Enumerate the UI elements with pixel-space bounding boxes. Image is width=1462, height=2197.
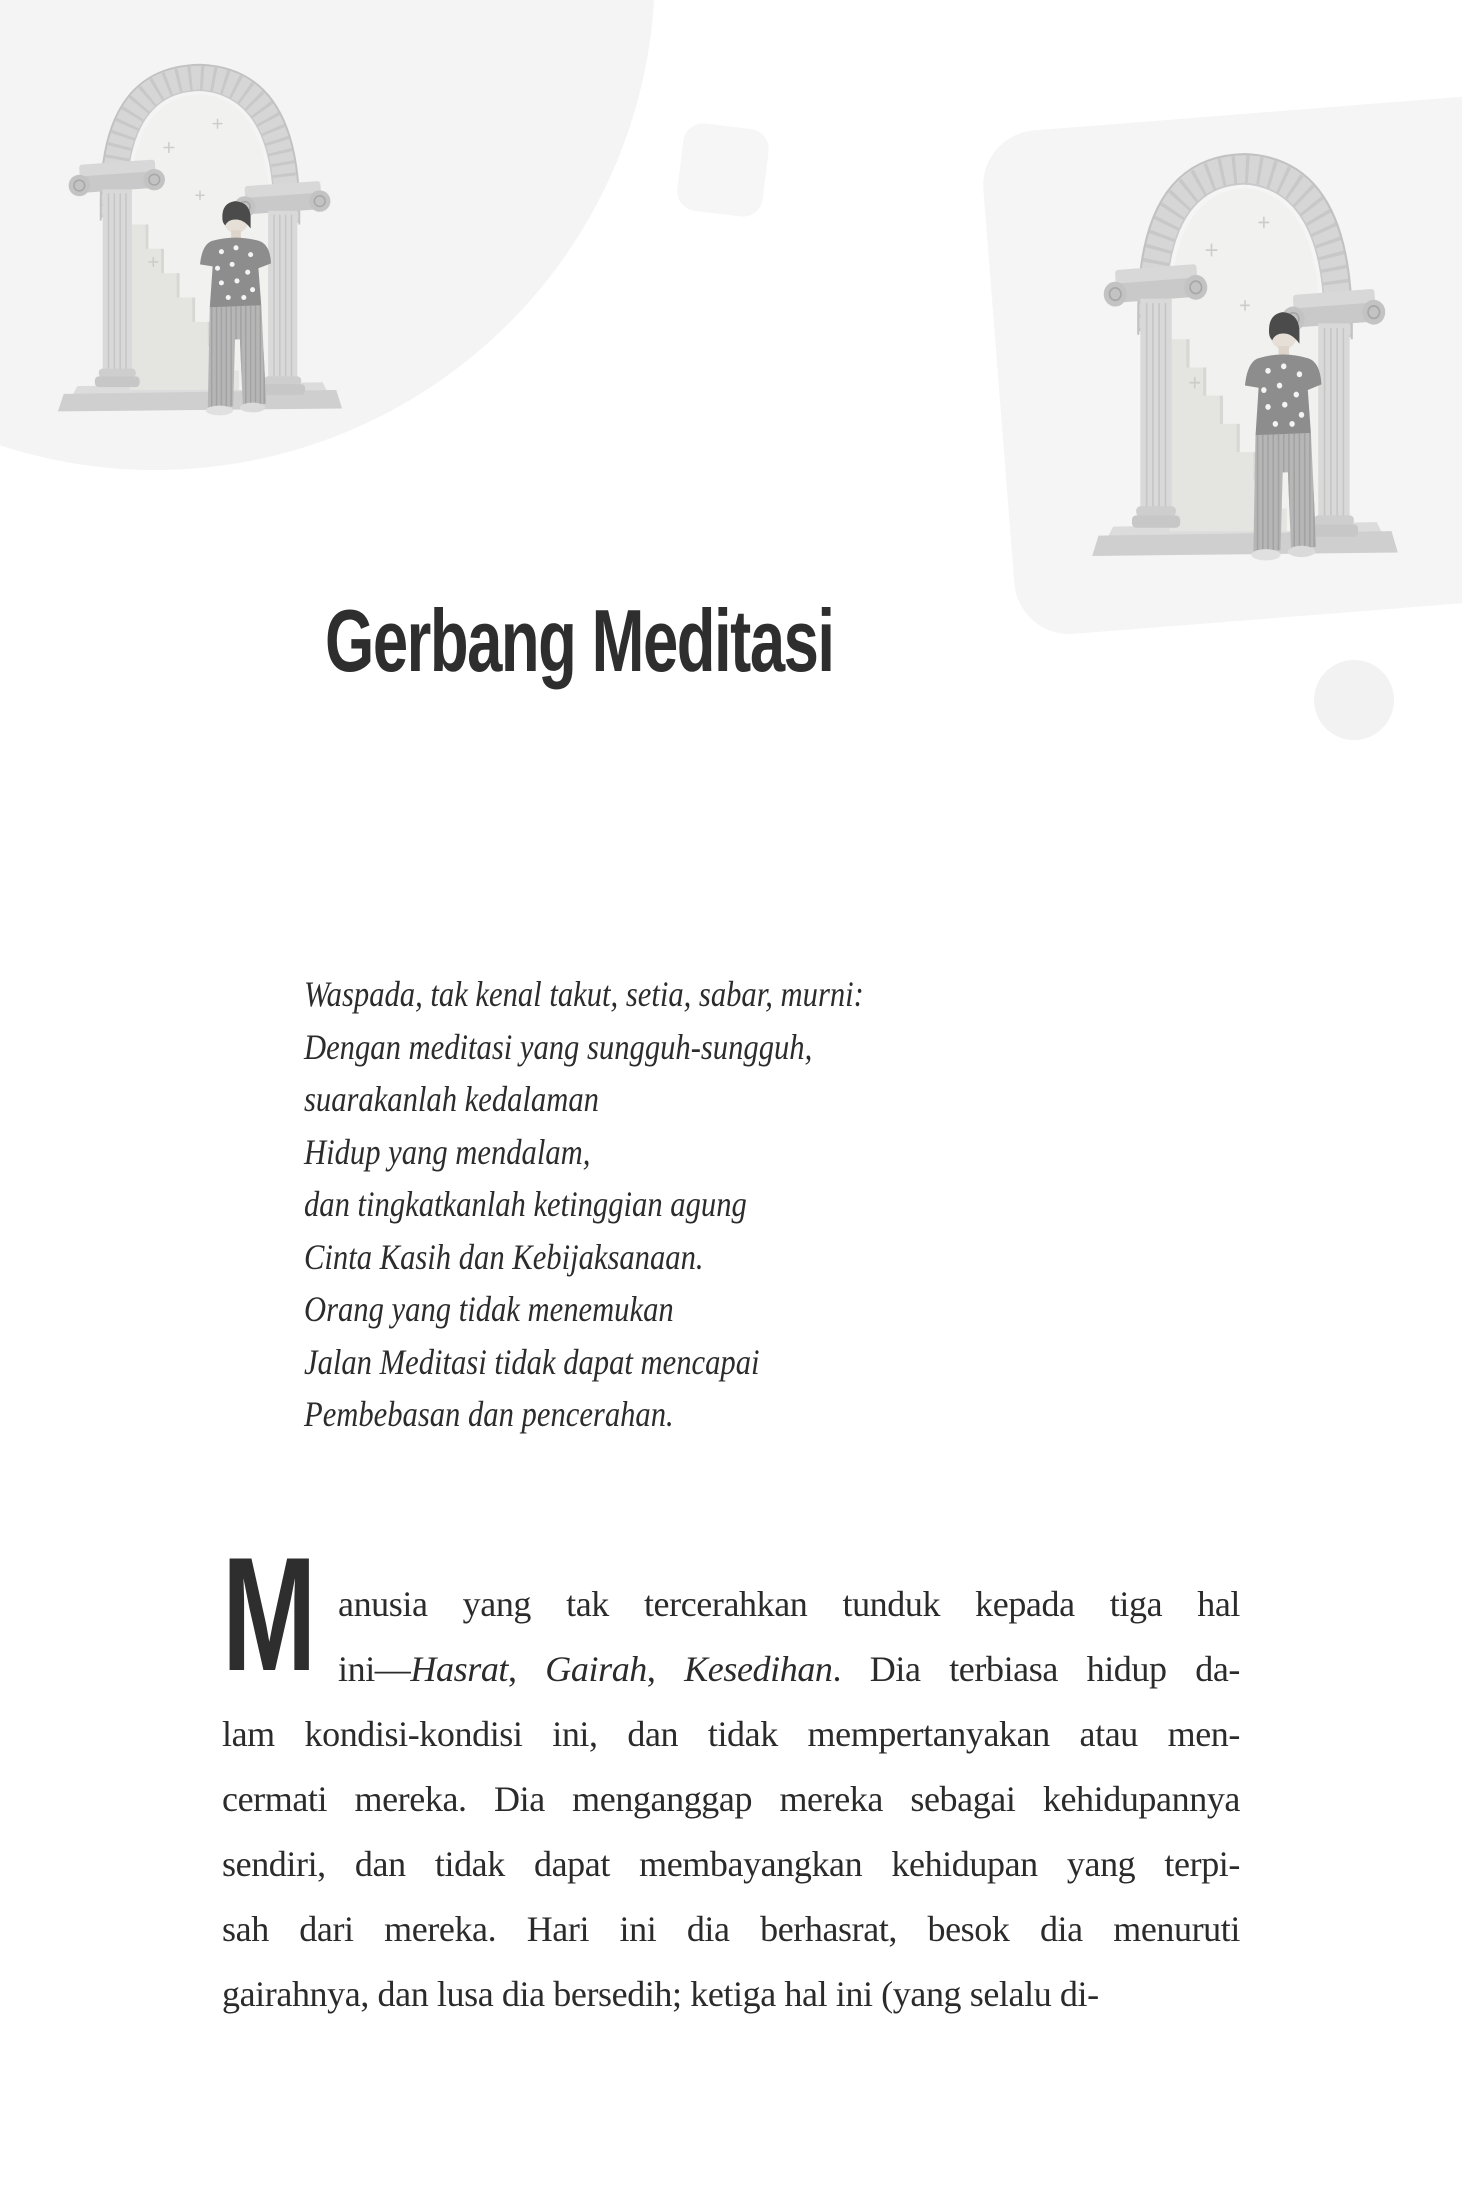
- body-line: anusia yang tak tercerahkan tunduk kepada tiga hal: [338, 1584, 1240, 1624]
- epigraph-line: Pembebasan dan pencerahan.: [304, 1394, 674, 1434]
- epigraph-line: Waspada, tak kenal takut, setia, sabar, murni:: [304, 974, 864, 1014]
- arch-person-illustration-right: [1088, 100, 1402, 574]
- epigraph-line: suarakanlah kedalaman: [304, 1079, 599, 1119]
- body-paragraph: [222, 1524, 1240, 2027]
- epigraph-line: Hidup yang mendalam,: [304, 1131, 591, 1172]
- arch-person-illustration-left: [54, 18, 346, 427]
- body-line: gairahnya, dan lusa dia bersedih; ketiga hal ini (yang selalu di-: [222, 1974, 1099, 2014]
- body-line: sah dari mereka. Hari ini dia berhasrat, besok dia menuruti: [222, 1909, 1240, 1949]
- drop-cap-letter: M: [222, 1524, 317, 1705]
- chapter-title: Gerbang Meditasi: [325, 591, 834, 690]
- body-line: ini—Hasrat, Gairah, Kesedihan. Dia terbiasa hidup da-: [338, 1649, 1240, 1689]
- background-rounded-square: [675, 121, 771, 219]
- body-line: lam kondisi-kondisi ini, dan tidak mempertanyakan atau men-: [222, 1714, 1240, 1754]
- epigraph-line: dan tingkatkanlah ketinggian agung: [304, 1184, 747, 1224]
- epigraph-line: Cinta Kasih dan Kebijaksanaan.: [304, 1236, 704, 1277]
- epigraph-line: Jalan Meditasi tidak dapat mencapai: [304, 1341, 760, 1382]
- epigraph-line: Orang yang tidak menemukan: [304, 1289, 674, 1329]
- background-circle-small: [1314, 660, 1394, 740]
- body-line: sendiri, dan tidak dapat membayangkan kehidupan yang terpi-: [222, 1844, 1240, 1884]
- body-line: cermati mereka. Dia menganggap mereka sebagai kehidupannya: [222, 1779, 1240, 1819]
- epigraph-poem: [304, 968, 864, 1441]
- drop-cap: [222, 1524, 326, 1705]
- epigraph-line: Dengan meditasi yang sungguh-sungguh,: [304, 1026, 813, 1067]
